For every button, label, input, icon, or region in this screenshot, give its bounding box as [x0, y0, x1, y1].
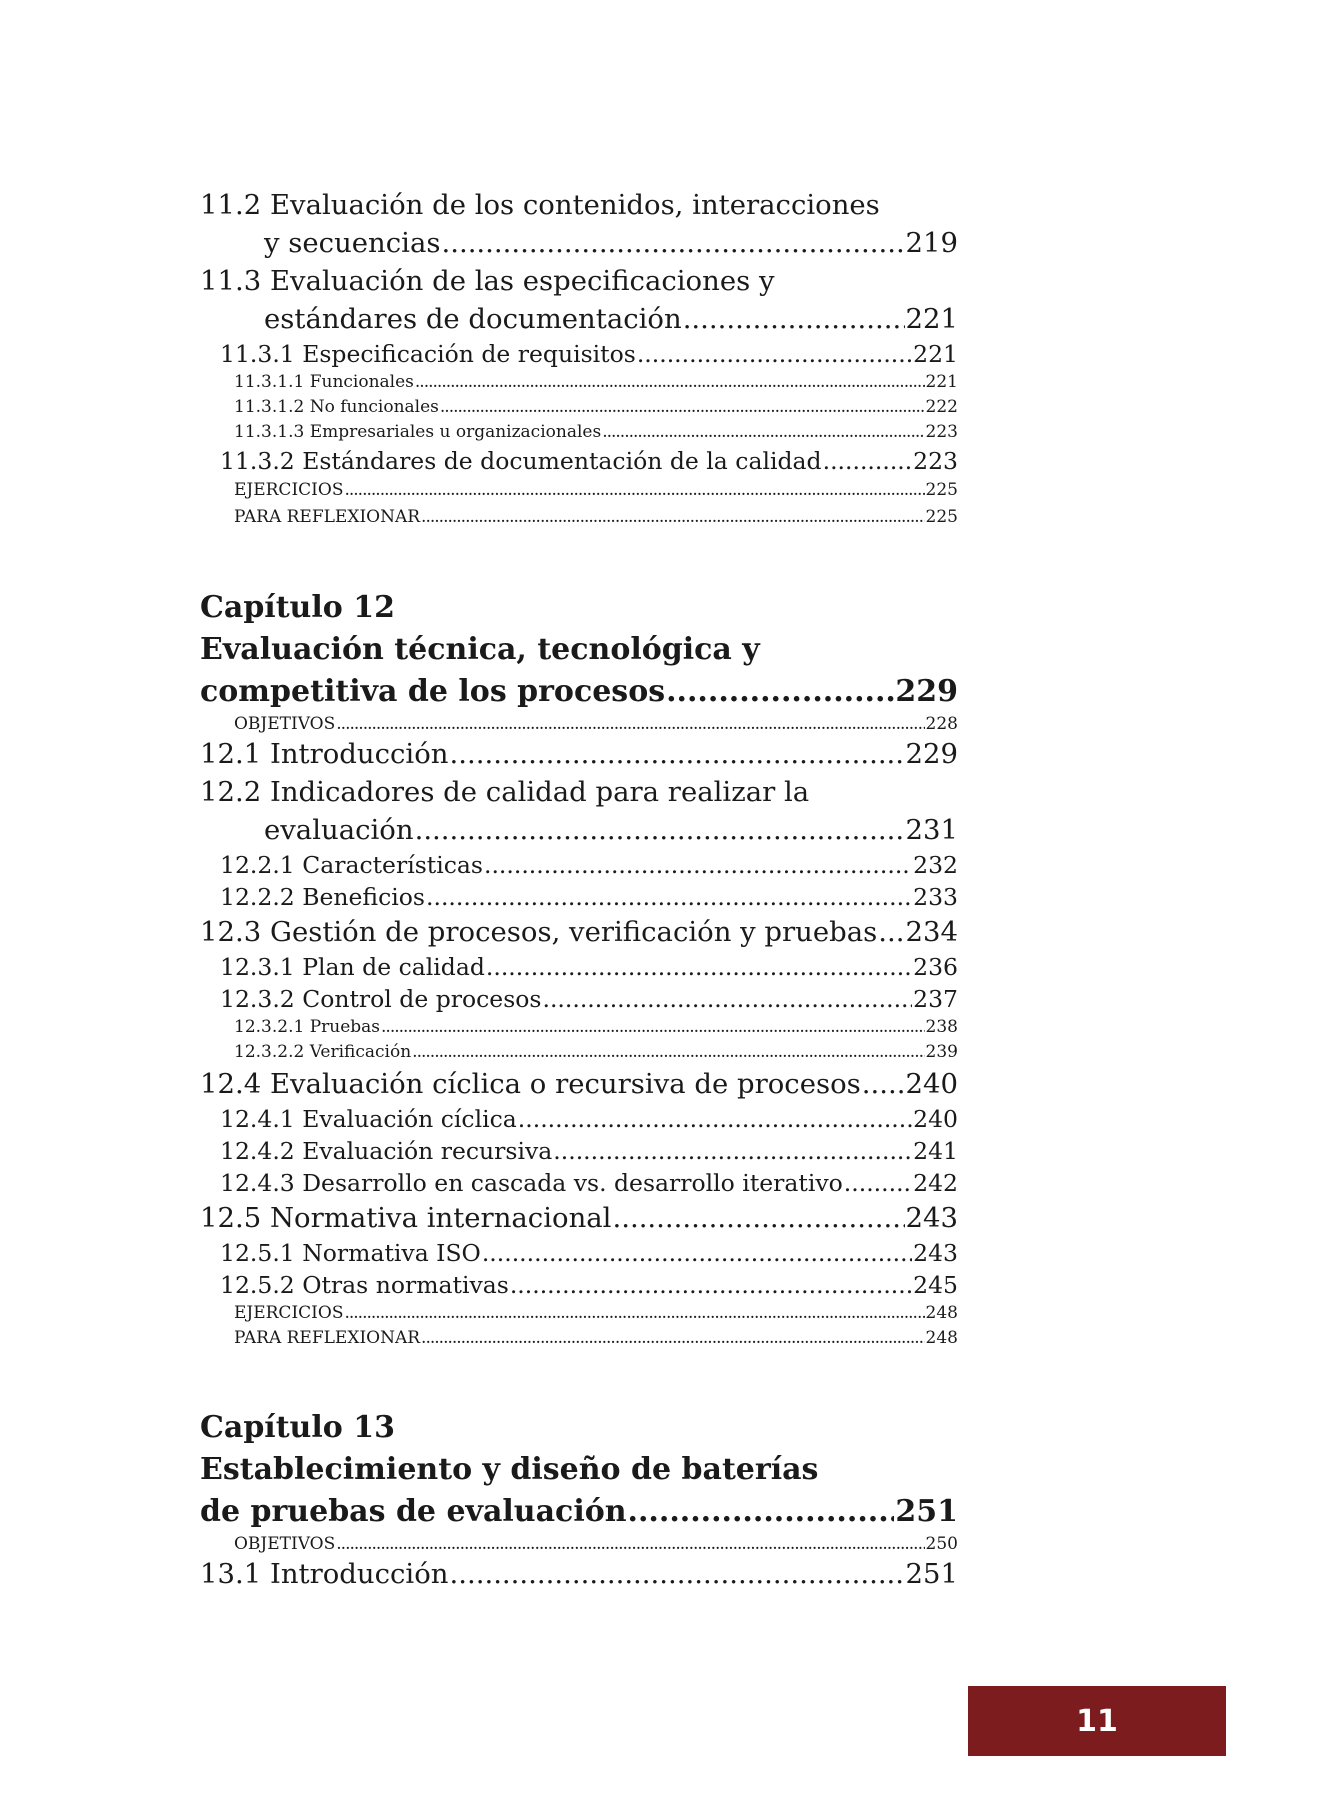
toc-page-number: 229	[895, 674, 958, 709]
chapter-title-text: Establecimiento y diseño de baterías	[200, 1452, 819, 1487]
toc-page-number: 240	[905, 1068, 958, 1100]
toc-page-number: 243	[905, 1202, 958, 1234]
dot-leader	[637, 338, 912, 370]
toc-entry-12-5	[200, 1199, 958, 1237]
toc-entry-11-3-1-2	[200, 395, 958, 420]
dot-leader	[484, 849, 912, 881]
toc-entry-12-3-1	[200, 951, 958, 983]
toc-page-number: 237	[913, 985, 958, 1013]
toc-entry-text: OBJETIVOS	[234, 1534, 336, 1554]
toc-page-number: 232	[913, 851, 958, 879]
toc-page-number: 233	[913, 883, 958, 911]
dot-leader	[449, 735, 904, 773]
page-number-badge	[968, 1686, 1226, 1756]
dot-leader	[440, 395, 925, 420]
toc-entry-text: EJERCICIOS	[234, 1303, 344, 1323]
toc-entry-12-3	[200, 913, 958, 951]
chapter-title-cont	[200, 1491, 958, 1533]
chapter-title-text: competitiva de los procesos	[200, 674, 666, 709]
toc-entry-12-2	[200, 773, 958, 811]
dot-leader	[612, 1199, 904, 1237]
toc-page-number: 221	[925, 372, 958, 392]
toc-page-number: 223	[913, 447, 958, 475]
toc-entry-text: 11.3.1.2 No funcionales	[234, 397, 439, 417]
toc-entry-reflexionar	[200, 504, 958, 531]
toc-entry-text: 12.4 Evaluación cíclica o recursiva de procesos	[200, 1068, 861, 1100]
toc-page-number: 238	[925, 1017, 958, 1037]
toc-page-number: 225	[925, 480, 958, 500]
toc-entry-11-2	[200, 186, 958, 224]
dot-leader	[344, 477, 924, 504]
toc-entry-12-3-2-1	[200, 1015, 958, 1040]
toc-entry-reflexionar	[200, 1326, 958, 1351]
toc-page-number: 251	[905, 1558, 958, 1590]
dot-leader	[415, 370, 925, 395]
dot-leader	[823, 445, 913, 477]
dot-leader	[412, 1040, 924, 1065]
toc-entry-11-3-cont	[200, 300, 958, 338]
toc-entry-11-3-1	[200, 338, 958, 370]
dot-leader	[510, 1269, 912, 1301]
toc-page-number: 248	[925, 1303, 958, 1323]
toc-page-number: 231	[905, 814, 958, 846]
toc-entry-12-1	[200, 735, 958, 773]
dot-leader	[344, 1301, 924, 1326]
toc-page-number: 250	[925, 1534, 958, 1554]
dot-leader	[862, 1065, 905, 1103]
dot-leader	[518, 1103, 912, 1135]
toc-page-number: 221	[905, 303, 958, 335]
toc-page-number: 236	[913, 953, 958, 981]
toc-entry-12-5-2	[200, 1269, 958, 1301]
toc-entry-11-3-1-3	[200, 420, 958, 445]
toc-page-number: 219	[905, 227, 958, 259]
dot-leader	[336, 713, 924, 735]
dot-leader	[666, 671, 894, 713]
spacer	[200, 1351, 958, 1407]
toc-entry-12-4	[200, 1065, 958, 1103]
toc-entry-text: 12.2 Indicadores de calidad para realizar la	[200, 776, 810, 808]
toc-page-number: 245	[913, 1271, 958, 1299]
chapter-label-text: Capítulo 12	[200, 590, 395, 625]
dot-leader	[426, 881, 912, 913]
toc-entry-text: EJERCICIOS	[234, 480, 344, 500]
table-of-contents	[200, 186, 958, 1593]
toc-page-number: 248	[925, 1328, 958, 1348]
toc-entry-text: 12.2.1 Características	[220, 851, 483, 879]
dot-leader	[683, 300, 905, 338]
toc-entry-11-2-cont	[200, 224, 958, 262]
toc-entry-12-2-2	[200, 881, 958, 913]
toc-entry-text: 11.2 Evaluación de los contenidos, interacciones	[200, 189, 880, 221]
dot-leader	[449, 1555, 904, 1593]
toc-entry-12-4-1	[200, 1103, 958, 1135]
toc-entry-12-5-1	[200, 1237, 958, 1269]
toc-page-number: 243	[913, 1239, 958, 1267]
toc-entry-text: 11.3.1 Especificación de requisitos	[220, 340, 636, 368]
toc-entry-text: 12.3 Gestión de procesos, verificación y pruebas	[200, 916, 878, 948]
toc-page-number: 242	[913, 1169, 958, 1197]
toc-page-number: 234	[905, 916, 958, 948]
toc-page-number: 221	[913, 340, 958, 368]
chapter-label	[200, 587, 958, 629]
toc-entry-text: 12.5.1 Normativa ISO	[220, 1239, 481, 1267]
toc-page-number: 229	[905, 738, 958, 770]
toc-entry-12-2-cont	[200, 811, 958, 849]
dot-leader	[336, 1533, 924, 1555]
dot-leader	[628, 1491, 895, 1533]
chapter-title	[200, 629, 958, 671]
page-number: 11	[1076, 1703, 1118, 1739]
toc-page-number: 239	[925, 1042, 958, 1062]
toc-entry-text: 11.3.1.1 Funcionales	[234, 372, 414, 392]
toc-entry-text: 12.5.2 Otras normativas	[220, 1271, 509, 1299]
chapter-label	[200, 1407, 958, 1449]
toc-entry-text: estándares de documentación	[264, 303, 682, 335]
toc-entry-text: PARA REFLEXIONAR	[234, 1328, 421, 1348]
toc-entry-12-3-2	[200, 983, 958, 1015]
toc-page-number: 241	[913, 1137, 958, 1165]
toc-entry-ejercicios	[200, 477, 958, 504]
dot-leader	[553, 1135, 912, 1167]
dot-leader	[486, 951, 912, 983]
toc-entry-text: 12.4.2 Evaluación recursiva	[220, 1137, 553, 1165]
toc-entry-13-1	[200, 1555, 958, 1593]
toc-entry-ejercicios	[200, 1301, 958, 1326]
dot-leader	[844, 1167, 912, 1199]
toc-entry-12-3-2-2	[200, 1040, 958, 1065]
toc-entry-text: 12.3.2.1 Pruebas	[234, 1017, 381, 1037]
toc-page-number: 223	[925, 422, 958, 442]
chapter-title-cont	[200, 671, 958, 713]
chapter-title	[200, 1449, 958, 1491]
dot-leader	[482, 1237, 912, 1269]
toc-page-number: 228	[925, 714, 958, 734]
toc-entry-text: PARA REFLEXIONAR	[234, 507, 421, 527]
toc-entry-12-4-3	[200, 1167, 958, 1199]
toc-entry-11-3-2	[200, 445, 958, 477]
dot-leader	[542, 983, 912, 1015]
toc-entry-11-3	[200, 262, 958, 300]
toc-entry-12-4-2	[200, 1135, 958, 1167]
toc-entry-objetivos	[200, 713, 958, 735]
toc-entry-text: 13.1 Introducción	[200, 1558, 449, 1590]
dot-leader	[381, 1015, 925, 1040]
toc-entry-text: y secuencias	[264, 227, 441, 259]
toc-entry-text: 12.3.2 Control de procesos	[220, 985, 542, 1013]
toc-entry-text: 12.4.1 Evaluación cíclica	[220, 1105, 517, 1133]
toc-entry-text: 12.4.3 Desarrollo en cascada vs. desarrollo iterativo	[220, 1169, 843, 1197]
chapter-label-text: Capítulo 13	[200, 1410, 395, 1445]
toc-entry-12-2-1	[200, 849, 958, 881]
toc-page-number: 225	[925, 507, 958, 527]
dot-leader	[421, 504, 925, 531]
toc-entry-11-3-1-1	[200, 370, 958, 395]
toc-entry-text: 12.3.1 Plan de calidad	[220, 953, 485, 981]
dot-leader	[878, 913, 904, 951]
dot-leader	[602, 420, 924, 445]
chapter-title-text: Evaluación técnica, tecnológica y	[200, 632, 760, 667]
toc-entry-text: 12.2.2 Beneficios	[220, 883, 425, 911]
toc-entry-text: OBJETIVOS	[234, 714, 336, 734]
toc-entry-text: 12.3.2.2 Verificación	[234, 1042, 412, 1062]
toc-entry-text: 12.1 Introducción	[200, 738, 449, 770]
toc-page-number: 240	[913, 1105, 958, 1133]
toc-entry-text: 11.3 Evaluación de las especificaciones y	[200, 265, 775, 297]
toc-entry-objetivos	[200, 1533, 958, 1555]
toc-entry-text: 11.3.1.3 Empresariales u organizacionales	[234, 422, 602, 442]
dot-leader	[415, 811, 905, 849]
spacer	[200, 531, 958, 587]
chapter-title-text: de pruebas de evaluación	[200, 1494, 627, 1529]
toc-entry-text: 11.3.2 Estándares de documentación de la calidad	[220, 447, 822, 475]
toc-entry-text: 12.5 Normativa internacional	[200, 1202, 612, 1234]
toc-page-number: 251	[895, 1494, 958, 1529]
dot-leader	[441, 224, 904, 262]
toc-page-number: 222	[925, 397, 958, 417]
toc-entry-text: evaluación	[264, 814, 414, 846]
dot-leader	[421, 1326, 925, 1351]
